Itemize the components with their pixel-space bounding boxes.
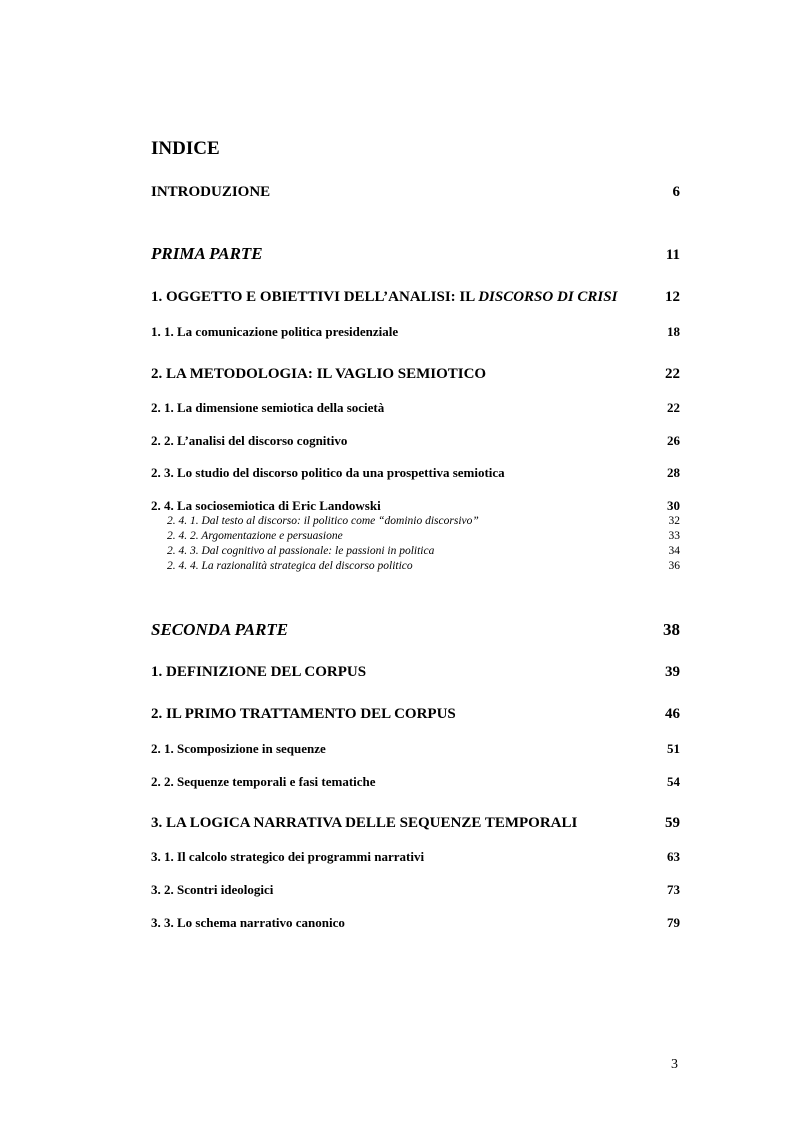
toc-entry-label: 2. 2. Sequenze temporali e fasi tematiche [151, 774, 376, 789]
toc-entry-label: 2. LA METODOLOGIA: IL VAGLIO SEMIOTICO [151, 366, 487, 382]
toc-entry-page: 30 [667, 498, 680, 513]
toc-entry-label: SECONDA PARTE [151, 620, 289, 639]
toc-subentry[interactable] [167, 560, 680, 572]
toc-entry[interactable] [151, 433, 680, 449]
toc-entry[interactable] [151, 664, 680, 681]
toc-entry[interactable] [151, 289, 680, 306]
toc-entry-label [151, 289, 617, 306]
toc-entry-page: 73 [667, 882, 680, 897]
toc-entry-label: 2. 4. 2. Argomentazione e persuasione [167, 530, 343, 542]
toc-entry-label: 3. 2. Scontri ideologici [151, 882, 274, 897]
toc-subentry[interactable] [167, 530, 680, 542]
toc-entry-page: 38 [663, 620, 680, 639]
toc-part-heading[interactable] [151, 244, 680, 264]
toc-entry-label: INTRODUZIONE [151, 184, 271, 200]
toc-entry[interactable] [151, 915, 680, 931]
toc-entry-page: 36 [668, 560, 680, 572]
toc-entry-label: 1. DEFINIZIONE DEL CORPUS [151, 664, 367, 680]
toc-entry-page: 32 [668, 515, 680, 527]
toc-part-heading[interactable] [151, 620, 680, 640]
toc-entry-page: 34 [668, 545, 680, 557]
toc-entry-label: 2. 1. Scomposizione in sequenze [151, 741, 326, 756]
toc-entry[interactable] [151, 706, 680, 723]
toc-entry-label-prefix: 1. OGGETTO E OBIETTIVI DELL’ANALISI: IL [151, 289, 479, 305]
toc-entry[interactable] [151, 184, 680, 201]
toc-entry-page: 51 [667, 741, 680, 756]
toc-entry-label: 2. 4. 1. Dal testo al discorso: il politico come “dominio discorsivo” [167, 515, 479, 527]
toc-entry[interactable] [151, 849, 680, 865]
toc-entry-page: 18 [667, 324, 680, 339]
toc-entry[interactable] [151, 815, 680, 832]
toc-entry-label: 2. 4. La sociosemiotica di Eric Landowski [151, 498, 381, 513]
toc-entry-page: 28 [667, 465, 680, 480]
toc-entry[interactable] [151, 400, 680, 416]
toc-entry[interactable] [151, 366, 680, 383]
toc-entry-page: 59 [665, 815, 680, 831]
toc-entry-page: 54 [667, 774, 680, 789]
toc-entry-page: 12 [665, 289, 680, 305]
toc-entry-label: 2. 1. La dimensione semiotica della società [151, 400, 385, 415]
toc-entry-page: 39 [665, 664, 680, 680]
toc-entry-page: 11 [665, 247, 680, 263]
toc-entry[interactable] [151, 465, 680, 481]
page-number: 3 [671, 1057, 678, 1072]
toc-entry[interactable] [151, 774, 680, 790]
toc-entry-page: 33 [668, 530, 680, 542]
page-title: INDICE [151, 138, 220, 159]
toc-subentry[interactable] [167, 515, 680, 527]
toc-entry-label: 3. LA LOGICA NARRATIVA DELLE SEQUENZE TEMPORALI [151, 815, 578, 831]
toc-entry-label: 2. 3. Lo studio del discorso politico da una prospettiva semiotica [151, 465, 505, 480]
toc-entry-page: 63 [667, 849, 680, 864]
toc-entry-page: 26 [667, 433, 680, 448]
toc-entry-page: 79 [667, 915, 680, 930]
toc-entry-label: 1. 1. La comunicazione politica presidenziale [151, 324, 399, 339]
toc-entry-page: 6 [672, 184, 680, 200]
toc-entry-label: PRIMA PARTE [151, 244, 263, 263]
toc-entry-label: 3. 1. Il calcolo strategico dei programmi narrativi [151, 849, 425, 864]
toc-entry-label: 2. 2. L’analisi del discorso cognitivo [151, 433, 348, 448]
toc-entry-page: 22 [667, 400, 680, 415]
toc-entry[interactable] [151, 324, 680, 340]
toc-entry-label: 2. 4. 4. La razionalità strategica del discorso politico [167, 560, 413, 572]
toc-entry-page: 22 [665, 366, 680, 382]
toc-entry-page: 46 [665, 706, 680, 722]
toc-entry-label: 3. 3. Lo schema narrativo canonico [151, 915, 345, 930]
toc-entry-label-emphasis: DISCORSO DI CRISI [478, 289, 618, 305]
toc-subentry[interactable] [167, 545, 680, 557]
toc-entry[interactable] [151, 498, 680, 514]
toc-entry-label: 2. 4. 3. Dal cognitivo al passionale: le passioni in politica [167, 545, 435, 557]
toc-entry[interactable] [151, 741, 680, 757]
toc-entry-label: 2. IL PRIMO TRATTAMENTO DEL CORPUS [151, 706, 456, 722]
toc-entry[interactable] [151, 882, 680, 898]
